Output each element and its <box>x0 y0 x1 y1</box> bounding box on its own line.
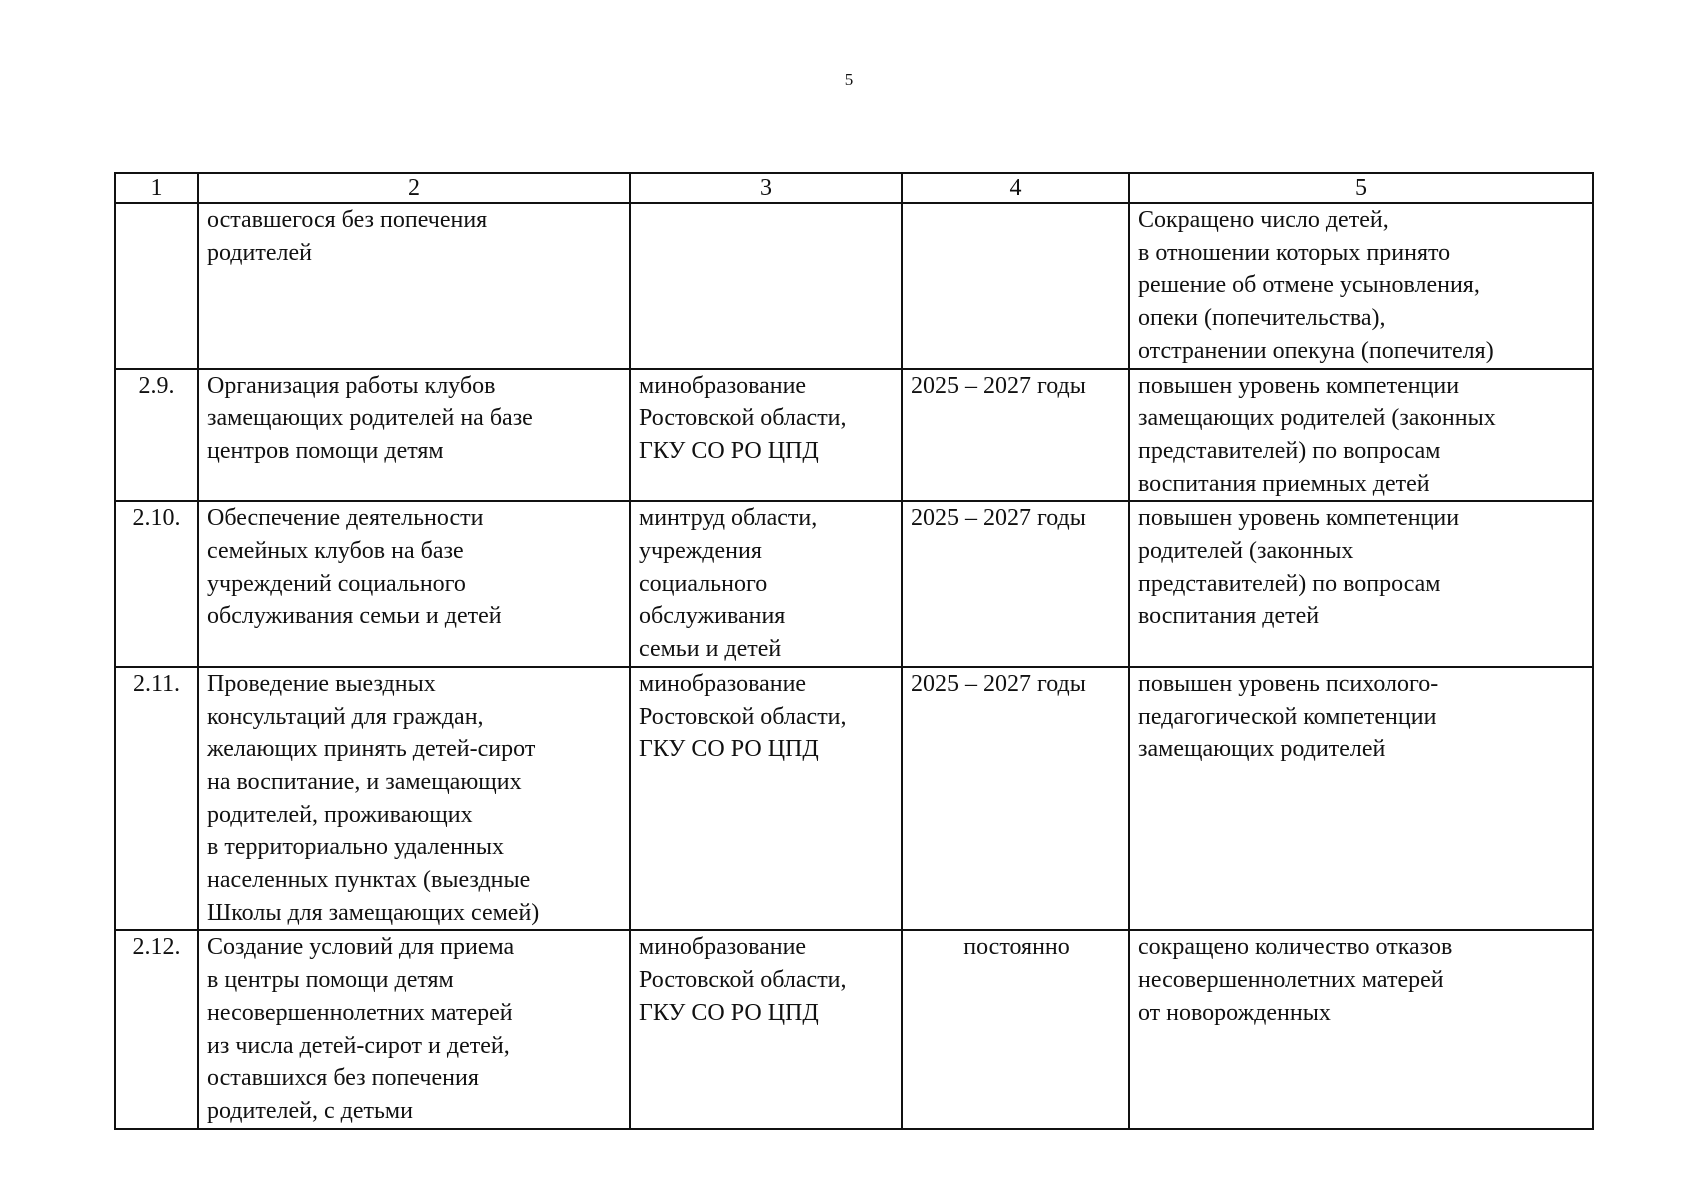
activity-cell: Обеспечение деятельности семейных клубов на базе учреждений социального обслуживания семьи и детей <box>198 501 630 667</box>
column-header-4: 4 <box>902 173 1129 203</box>
table-row <box>115 501 1593 667</box>
result-cell: повышен уровень психолого- педагогической компетенции замещающих родителей <box>1129 667 1593 931</box>
table-header-row <box>115 173 1593 203</box>
period-cell: 2025 – 2027 годы <box>902 667 1129 931</box>
activity-cell: Создание условий для приема в центры помощи детям несовершеннолетних матерей из числа детей-сирот и детей, оставшихся без попечения родителей, с детьми <box>198 930 630 1128</box>
period-cell <box>902 203 1129 369</box>
column-header-3: 3 <box>630 173 902 203</box>
activity-cell: Организация работы клубов замещающих родителей на базе центров помощи детям <box>198 369 630 502</box>
item-number: 2.10. <box>115 501 198 667</box>
executor-cell: минтруд области, учреждения социального обслуживания семьи и детей <box>630 501 902 667</box>
column-header-1: 1 <box>115 173 198 203</box>
measures-table <box>114 172 1594 1130</box>
page-number: 5 <box>844 70 854 89</box>
table-row <box>115 667 1593 931</box>
executor-cell <box>630 203 902 369</box>
item-number: 2.11. <box>115 667 198 931</box>
result-cell: повышен уровень компетенции родителей (законных представителей) по вопросам воспитания детей <box>1129 501 1593 667</box>
period-cell: постоянно <box>902 930 1129 1128</box>
table-row <box>115 203 1593 369</box>
table-row <box>115 369 1593 502</box>
item-number: 2.12. <box>115 930 198 1128</box>
result-cell: сокращено количество отказов несовершеннолетних матерей от новорожденных <box>1129 930 1593 1128</box>
executor-cell: минобразование Ростовской области, ГКУ СО РО ЦПД <box>630 369 902 502</box>
activity-cell: оставшегося без попечения родителей <box>198 203 630 369</box>
period-cell: 2025 – 2027 годы <box>902 369 1129 502</box>
activity-cell: Проведение выездных консультаций для граждан, желающих принять детей-сирот на воспитание, и замещающих родителей, проживающих в территориально удаленных населенных пунктах (выездные Школы для замещающих семей) <box>198 667 630 931</box>
result-cell: Сокращено число детей, в отношении которых принято решение об отмене усыновления, опеки (попечительства), отстранении опекуна (попечителя) <box>1129 203 1593 369</box>
executor-cell: минобразование Ростовской области, ГКУ СО РО ЦПД <box>630 667 902 931</box>
table-row <box>115 930 1593 1128</box>
column-header-5: 5 <box>1129 173 1593 203</box>
column-header-2: 2 <box>198 173 630 203</box>
result-cell: повышен уровень компетенции замещающих родителей (законных представителей) по вопросам воспитания приемных детей <box>1129 369 1593 502</box>
period-cell: 2025 – 2027 годы <box>902 501 1129 667</box>
executor-cell: минобразование Ростовской области, ГКУ СО РО ЦПД <box>630 930 902 1128</box>
item-number: 2.9. <box>115 369 198 502</box>
item-number <box>115 203 198 369</box>
